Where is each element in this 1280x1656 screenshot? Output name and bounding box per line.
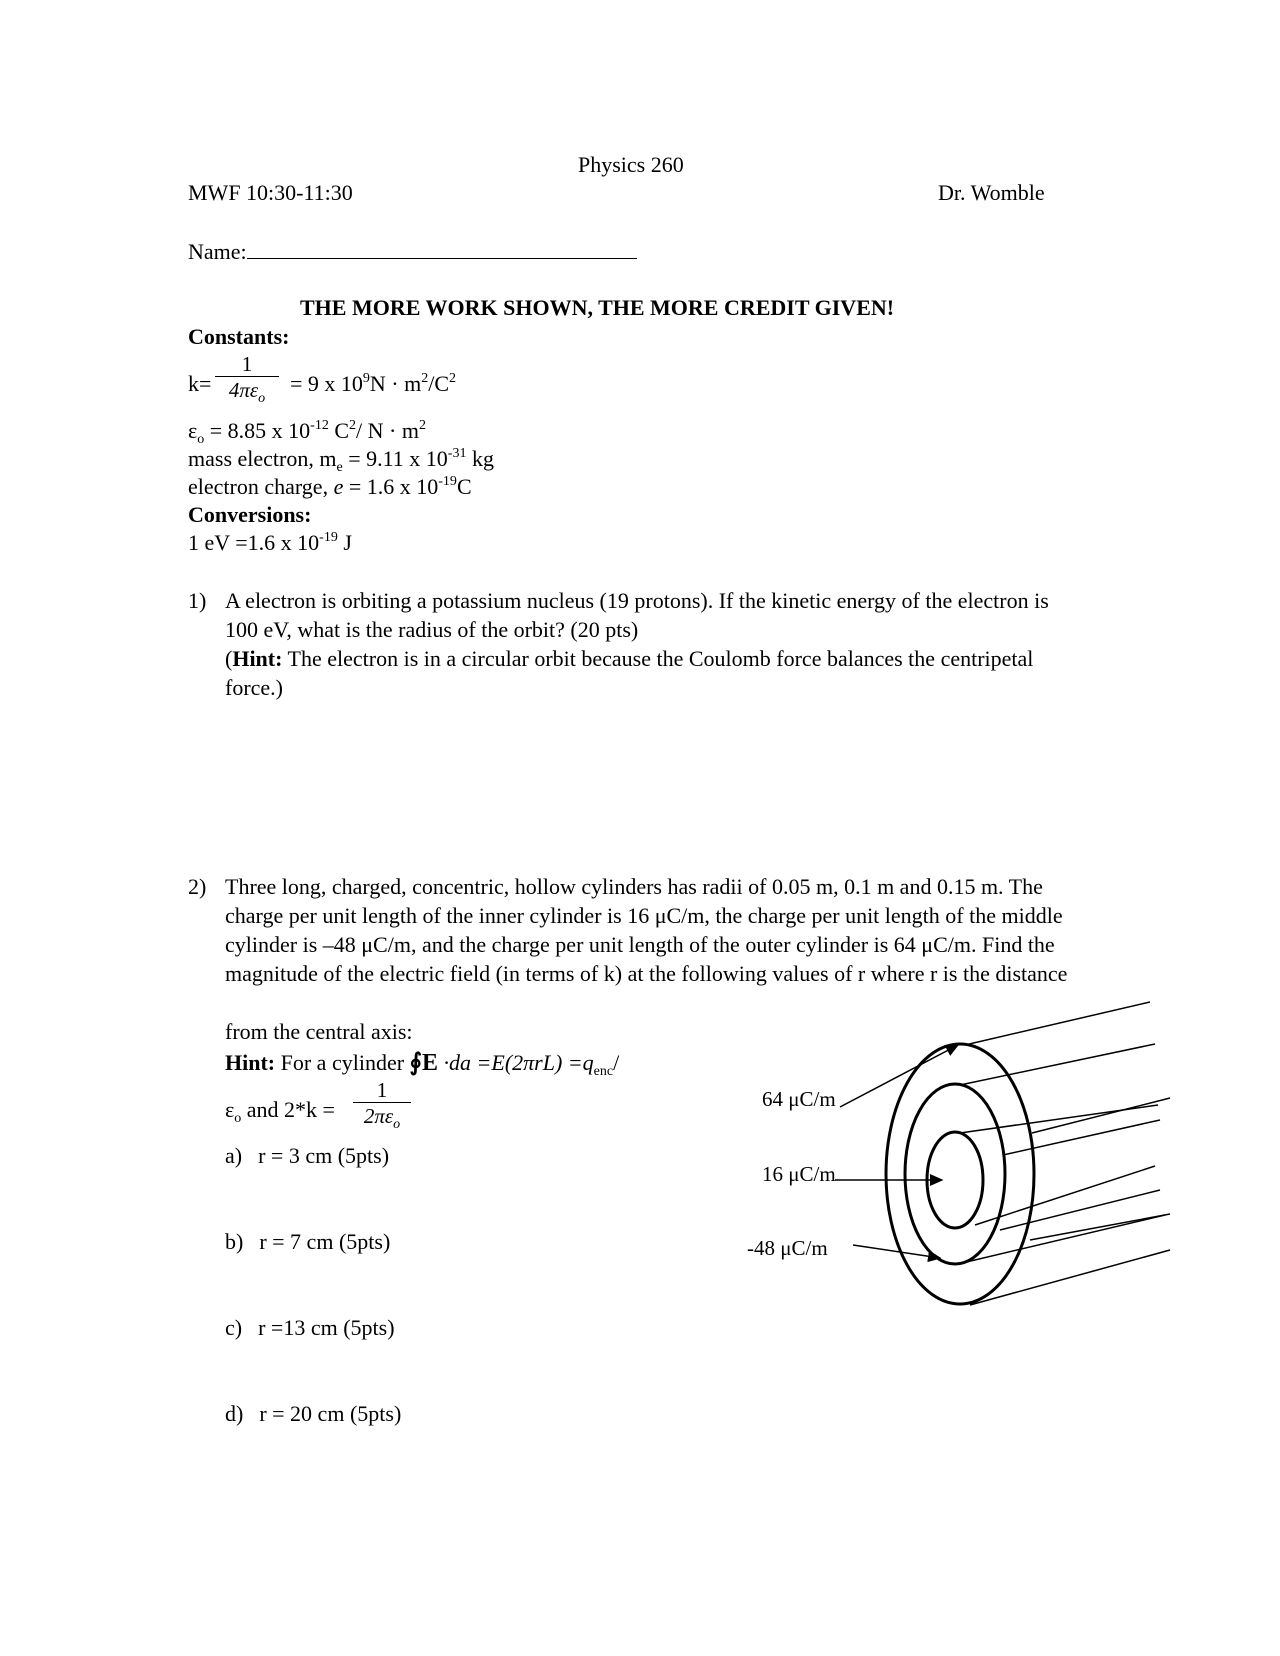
q2-hint: Hint: For a cylinder ∮E $\cdot da =E(2\pi rL) =q_{enc}/$: [225, 1050, 620, 1079]
q2-part-d: d) r = 20 cm (5pts): [225, 1401, 402, 1426]
q2-number: 2): [188, 874, 207, 899]
cylinder-length-lines: [958, 1002, 1170, 1305]
constants-heading: Constants:: [188, 324, 290, 349]
q2-epsilon-line: $\varepsilon_o$ and 2*k =: [225, 1097, 335, 1126]
outer-charge-label: 64 μC/m: [762, 1087, 836, 1111]
q2-part-a: a) r = 3 cm (5pts): [225, 1143, 390, 1168]
k-prefix: k=: [188, 371, 212, 396]
k-fraction-numerator: 1: [241, 352, 253, 376]
credit-banner: THE MORE WORK SHOWN, THE MORE CREDIT GIVEN!: [300, 295, 895, 320]
ev-conversion: 1 eV =1.6 x $10^{-19}$ J: [188, 530, 352, 555]
inner-charge-label: 16 μC/m: [762, 1162, 836, 1186]
epsilon-constant: $\varepsilon_o = 8.85$ x $10^{-12}$ $C^2/$ $N \cdot m^2$: [188, 418, 426, 447]
electron-charge: electron charge, e = 1.6 x $10^{-19}C$: [188, 474, 472, 499]
middle-cylinder-end: [905, 1084, 1005, 1264]
name-label: Name:: [188, 239, 247, 264]
q1-number: 1): [188, 588, 207, 613]
q2-text-continued: from the central axis:: [225, 1019, 413, 1044]
q2-text: Three long, charged, concentric, hollow cylinders has radii of 0.05 m, 0.1 m and 0.15 m. The charge per unit length of the inner cylinder is 16 μC/m, the charge per unit length of the middle cylinder is –48 μC/m, and the charge per unit length of the outer cylinder is 64 μC/m. Find the magnitude of the electric field (in terms of k) at the following values of r where r is the distance: [225, 874, 1068, 986]
schedule: MWF 10:30-11:30: [188, 180, 353, 205]
electron-mass: mass electron, $m_e = 9.11$ x $10^{-31}$ kg: [188, 446, 494, 475]
q2-fraction-numerator: 1: [376, 1078, 388, 1102]
course-title: Physics 260: [578, 152, 684, 177]
q1-text: A electron is orbiting a potassium nucleus (19 protons). If the kinetic energy of the electron is 100 eV, what is the radius of the orbit? (20 pts) (Hint: The electron is in a circular orbit because the Coulomb force balances the centripetal force.): [225, 588, 1049, 700]
q2-hint-label: Hint:: [225, 1050, 276, 1075]
conversions-heading: Conversions:: [188, 502, 312, 527]
q2-part-c: c) r =13 cm (5pts): [225, 1315, 395, 1340]
q1-hint-label: Hint:: [232, 646, 283, 671]
q2-part-b: b) r = 7 cm (5pts): [225, 1229, 391, 1254]
instructor: Dr. Womble: [938, 180, 1045, 205]
q2-fraction-denominator: $2\pi\varepsilon_o$: [363, 1104, 401, 1132]
k-fraction-denominator: $4\pi\varepsilon_o$: [228, 378, 266, 406]
k-value: = 9 x $10^9N \cdot m^2/C^2$: [290, 371, 457, 396]
middle-charge-label: -48 μC/m: [747, 1236, 828, 1260]
